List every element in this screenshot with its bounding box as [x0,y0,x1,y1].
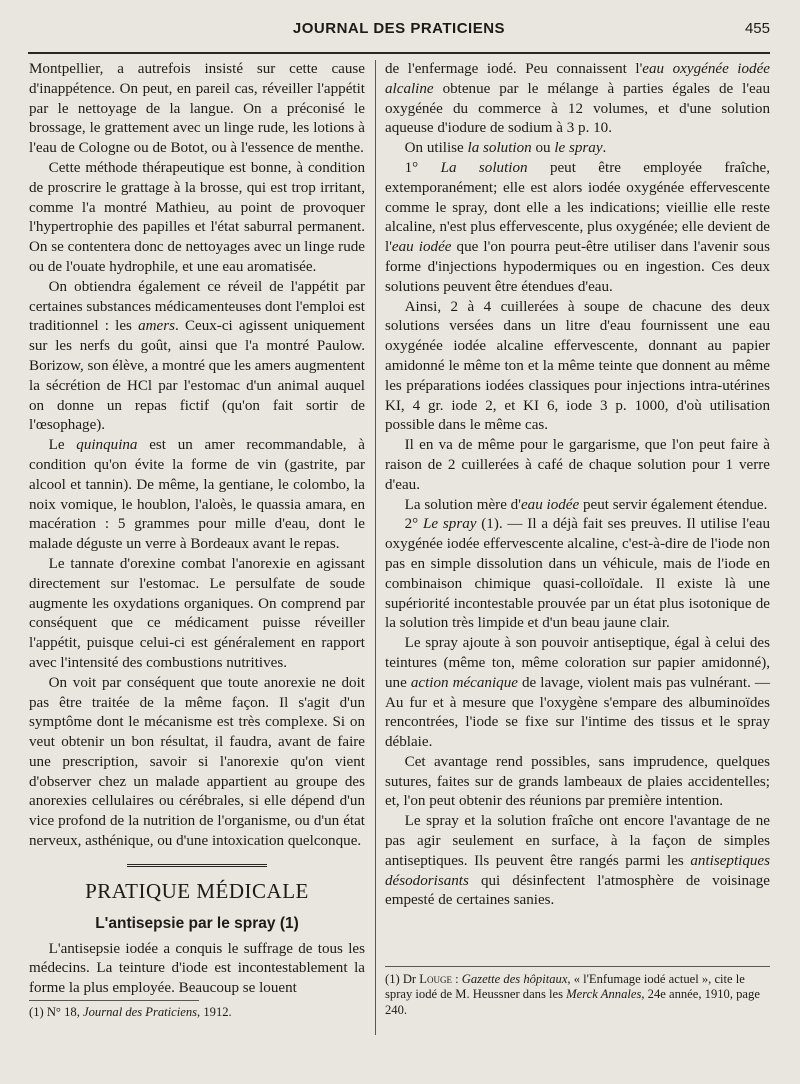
emphasis: eau iodée [391,239,452,256]
emphasis: La solution [440,159,528,176]
text-run: : [451,972,462,986]
text-run: , 24e année, 1910, page 240. [385,987,760,1017]
running-title: JOURNAL DES PRATICIENS [292,20,506,37]
text-run: qui désinfectent l'atmosphère de voisinage empesté de certaines sanies. [385,872,770,909]
text-run: de l'enfermage iodé. Peu connaissent l' [385,61,643,77]
paragraph [29,278,365,436]
right-column [385,60,770,911]
paragraph: Montpellier, a autrefois insisté sur cette cause d'inappétence. On peut, en pareil cas, réveiller l'appétit par le nettoyage de la langue. On a préconisé le brossage, le grattement avec un linge rude, les lotions à l'eau de Cologne ou de Botot, ou à l'essence de menthe. [29,61,365,157]
emphasis: Journal des Praticiens [83,1005,198,1019]
footnote-right [385,966,770,1018]
text-run: Le spray et la solution fraîche ont encore l'avantage de ne pas agir seulement en surface, à la façon de simples antiseptiques. Ils peuvent être rangés parmi les [385,813,770,869]
text-run: de lavage, violent mais pas vulnérant. — Au fur et à mesure que l'oxygène s'empare des albuminoïdes rencontrées, l'iode se fixe sur l'intime des tissus et le spray déblaie. [385,674,770,751]
paragraph: Il en va de même pour le gargarisme, que l'on peut faire à raison de 2 cuillerées à café de chaque solution pour 1 verre d'eau. [385,437,770,493]
emphasis: eau oxygénée iodée alcaline [385,61,770,97]
emphasis: eau iodée [520,496,580,513]
paragraph: Cette méthode thérapeutique est bonne, à condition de proscrire le grattage à la brosse, qui est trop irritant, comme l'a montré Mathieu, au point de provoquer l'hypertrophie des papilles et l'état saburral permanent. On se contentera donc de nettoyages avec un linge rude ou de l'ouate hydrophile, et une eau aromatisée. [29,159,365,275]
author-name: Louge [419,972,452,986]
text-run: Le spray ajoute à son pouvoir antiseptique, égal à celui des teintures (même ton, même coloration sur papier amidonné), une [385,635,770,691]
left-column [29,60,365,999]
text-run: (1). — Il a déjà fait ses preuves. Il utilise l'eau oxygénée iodée effervescente alcaline, c'est-à-dire de l'iode non pas en simple dissolution dans un véhicule, mais de l'iode en combinaison chimique quasi-colloïdale. Il existe là une supériorité incontestable prouvée par un état plus isotonique de la solution très limpide et d'un beau jaune clair. [385,516,770,632]
paragraph: On voit par conséquent que toute anorexie ne doit pas être traitée de la même façon. Il s'agit d'un symptôme dont le mécanisme est très complexe. Si on veut obtenir un bon résultat, il faudra, avant de faire une prescription, savoir si l'anorexie qu'on vient d'observer chez un malade appartient au groupe des anorexies cellulaires ou cérébrales, si elle dépend d'un vice profond de la nutrition de l'organisme, ou d'un état nerveux, asthénique, ou d'une intoxication quelconque. [29,674,365,850]
section-title: PRATIQUE MÉDICALE [85,878,309,903]
text-run: Le [48,437,77,454]
emphasis: Merck Annales [566,987,642,1002]
article-title: L'antisepsie par le spray (1) [95,914,299,932]
header-rule [28,52,770,54]
text-run: obtenue par le mélange à parties égales de l'eau oxygénée du commerce à 12 volumes, et d'une solution aqueuse d'iodure de sodium à 3 p. 10. [385,80,770,137]
page-header [28,16,770,42]
paragraph [385,515,770,634]
footnote-rule [29,1000,199,1001]
paragraph [385,159,770,298]
page-number: 455 [744,20,770,37]
paragraph: Le tannate d'orexine combat l'anorexie en agissant directement sur l'estomac. Le persulfate de soude augmente les oxydations organiques. On comprend par conséquent que ce médicament puisse réveiller l'appétit, puisque celui-ci est généralement en rapport avec l'intensité des combustions nutritives. [29,555,365,671]
paragraph [29,436,365,555]
text-run: . [602,140,607,157]
text-run: 1° [404,159,441,176]
text-run: On utilise [404,140,468,157]
text-run: . Ceux-ci agissent uniquement sur les nerfs du goût, ainsi que l'a montré Paulow. Borizow, son élève, a montré que les amers augmentent la sécrétion de HCl par l'estomac d'un animal auquel on donne un repas fictif (qu'on fait sortir de l'œsophage). [29,318,366,434]
paragraph [385,634,770,753]
emphasis: antiseptiques désodorisants [385,852,770,889]
text-run: , « l'Enfumage iodé actuel », cite le spray iodé de M. Heussner dans les [385,972,745,1002]
emphasis: Gazette des hôpitaux [461,972,568,986]
text-run: peut être employée fraîche, extemporanément; elle est alors iodée oxygénée effervescente comme le spray, dont elle a les indications; vieillie elle reste alcaline, n'est plus effervescente, plus oxygénée; elle devient de l' [385,159,771,256]
emphasis: le spray [554,140,603,157]
paragraph: L'antisepsie iodée a conquis le suffrage de tous les médecins. La teinture d'iode est incontestablement la forme la plus employée. Beaucoup se louent [29,940,365,997]
emphasis: amers [138,318,175,335]
text-run: (1) N° 18, [29,1005,84,1019]
column-divider [375,60,376,1035]
text-run: , 1912. [197,1005,232,1019]
text-run: 2° [404,516,424,533]
footnote-rule [385,966,770,967]
emphasis: Le spray [423,516,477,533]
emphasis: action mécanique [410,674,518,691]
paragraph [385,139,770,159]
text-run: ou [531,140,555,157]
paragraph: Cet avantage rend possibles, sans imprudence, quelques sutures, faites sur de grands lambeaux de plaies accidentelles; et, l'on peut obtenir des réunions par première intention. [385,753,770,810]
text-run: que l'on pourra peut-être utiliser dans l'avenir sous forme d'injections hypodermiques ou en ingestion. Ces deux solutions peuvent être étendues d'eau. [385,239,770,295]
paragraph: Ainsi, 2 à 4 cuillerées à soupe de chacune des deux solutions versées dans un litre d'eau fournissent une eau oxygénée iodée alcaline effervescente, donnant au papier amidonné le même ton et la même teinte que donnent au même les préparations iodées classiques pour injections intra-utérines KI, 4 gr. iode 2, et KI 6, iode 3 p. 1000, d'où utilisation possible dans le même cas. [385,298,770,434]
text-run: On obtiendra également ce réveil de l'appétit par certaines substances médicamenteuses dont l'emploi est traditionnel : les [29,278,365,335]
emphasis: la solution [467,140,532,157]
text-run: La solution mère d' [404,496,521,513]
text-run: peut servir également étendue. [579,496,768,513]
footnote [385,972,770,1018]
emphasis: quinquina [76,437,138,454]
section-rule [127,864,267,870]
footnote-left [29,994,365,1020]
paragraph [385,496,770,516]
text-run: (1) Dr [385,972,420,986]
paragraph [385,60,770,139]
footnote [29,1005,365,1020]
text-run: est un amer recommandable, à condition qu'on évite la forme de vin (gastrite, par alcool et tannin). De même, la gentiane, le colombo, la noix vomique, le houblon, l'aloès, le quassia amara, en macération : 5 grammes pour mille d'eau, dont le malade déguste un verre à Bordeaux avant le repas. [29,437,365,553]
paragraph [385,812,770,911]
